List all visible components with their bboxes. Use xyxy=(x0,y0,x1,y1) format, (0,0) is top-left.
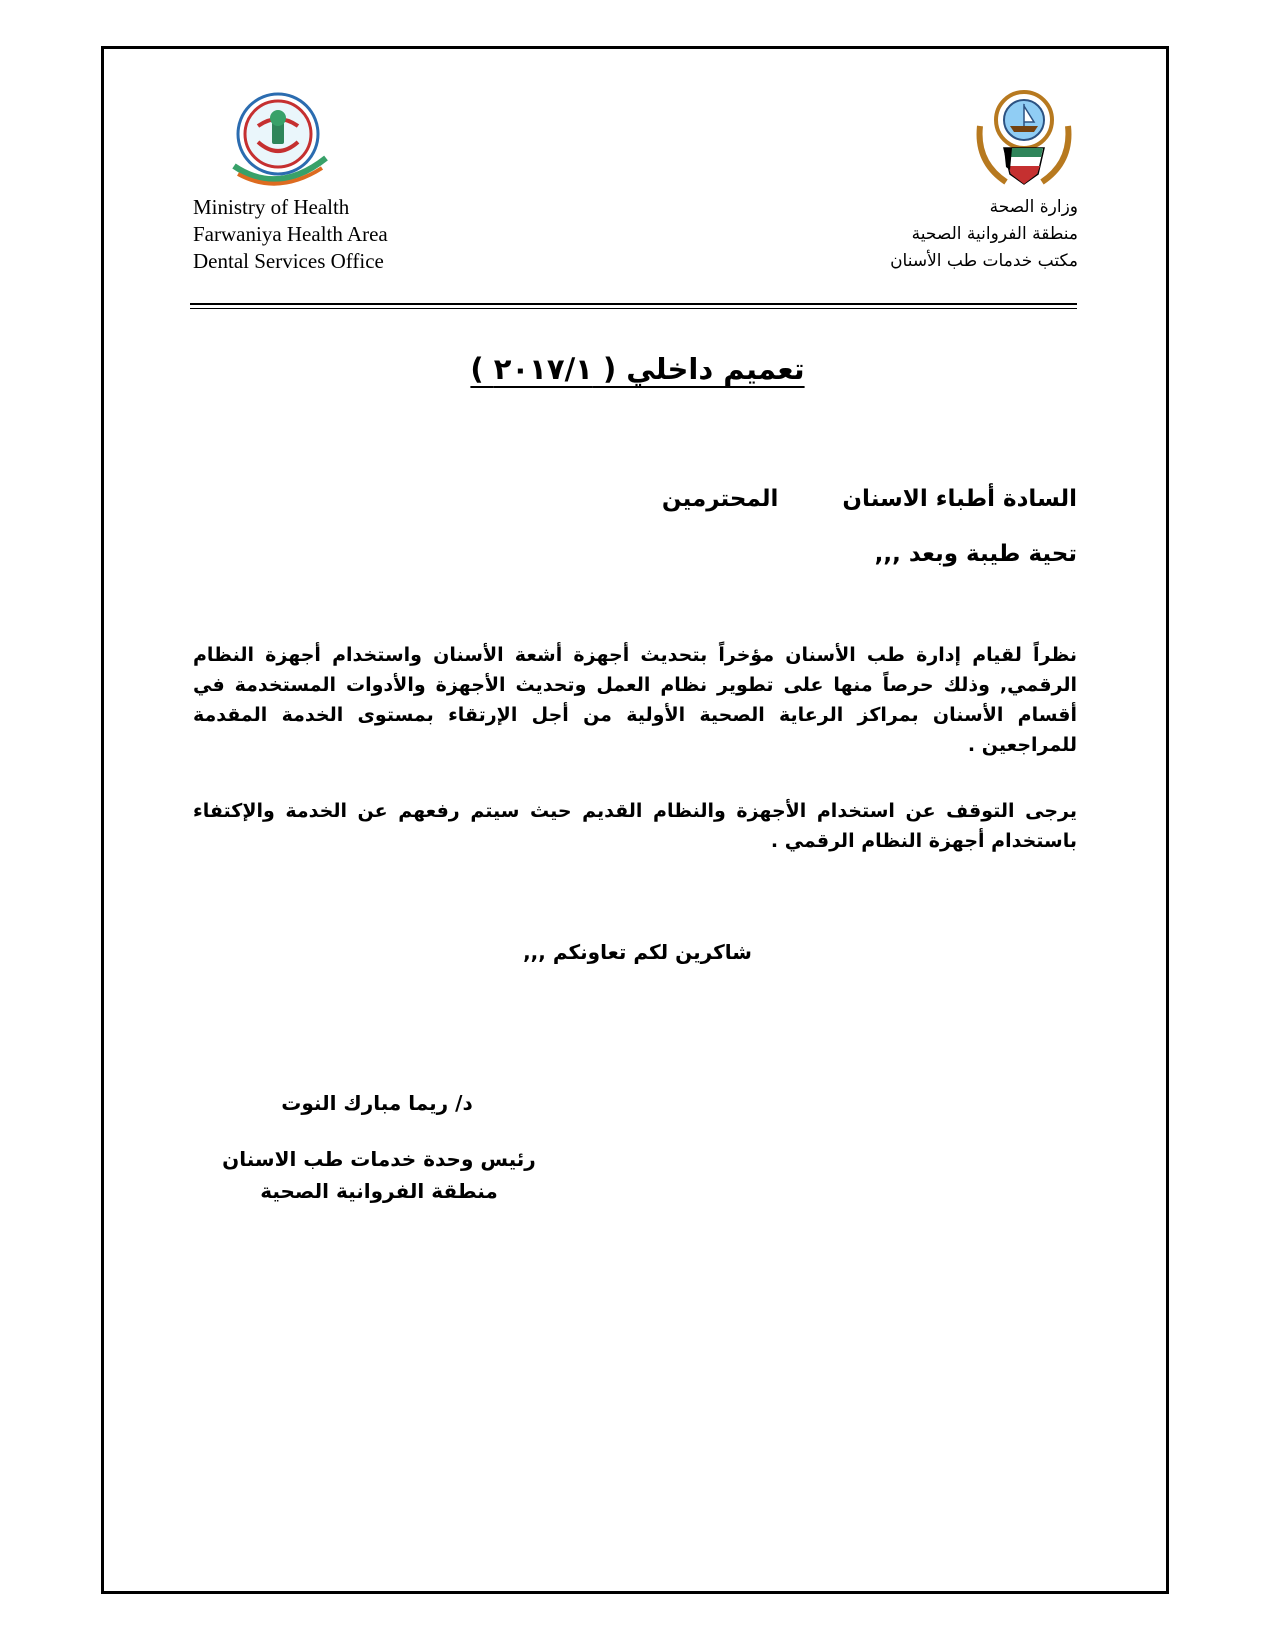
letterhead-office: Dental Services Office xyxy=(193,249,384,273)
letterhead-area: Farwaniya Health Area xyxy=(193,222,388,246)
body-paragraph-1: نظراً لقيام إدارة طب الأسنان مؤخراً بتحديث أجهزة أشعة الأسنان واستخدام أجهزة النظام الرقمي, وذلك حرصاً منها على تطوير نظام العمل وتحديث الأجهزة والأدوات المستخدمة في أقسام الأسنان بمراكز الرعاية الصحية الأولية من أجل الإرتقاء بمستوى الخدمة المقدمة للمراجعين . xyxy=(193,644,1077,756)
salutation-honorific: المحترمين xyxy=(661,486,779,512)
greeting: تحية طيبة وبعد ,,, xyxy=(874,541,1077,567)
salutation xyxy=(662,486,1077,512)
letterhead-area-ar: منطقة الفروانية الصحية xyxy=(911,224,1078,244)
body-paragraph-2: يرجى التوقف عن استخدام الأجهزة والنظام القديم حيث سيتم رفعهم عن الخدمة والإكتفاء باستخدام أجهزة النظام الرقمي . xyxy=(193,800,1077,852)
memo-title-text: تعميم داخلي ( ٢٠١٧/١ ) xyxy=(470,352,805,386)
salutation-addressee: السادة أطباء الاسنان xyxy=(842,486,1077,512)
memo-title xyxy=(0,352,1275,386)
kuwait-emblem-icon xyxy=(970,86,1078,196)
english-letterhead xyxy=(193,194,388,275)
closing-line: شاكرين لكم تعاونكم ,,, xyxy=(523,940,752,964)
header-divider xyxy=(190,303,1077,305)
letterhead-office-ar: مكتب خدمات طب الأسنان xyxy=(890,251,1078,271)
letterhead-ministry: Ministry of Health xyxy=(193,195,350,219)
signatory-title-line2: منطقة الفروانية الصحية xyxy=(260,1179,498,1203)
signatory-title-line1: رئيس وحدة خدمات طب الاسنان xyxy=(222,1147,536,1171)
header-divider-thin xyxy=(190,308,1077,309)
signatory-name: د/ ريما مبارك النوت xyxy=(281,1091,473,1115)
arabic-letterhead xyxy=(890,194,1078,275)
signatory-title xyxy=(214,1143,544,1207)
farwaniya-health-area-logo-icon xyxy=(228,88,332,192)
letterhead-ministry-ar: وزارة الصحة xyxy=(989,197,1078,217)
